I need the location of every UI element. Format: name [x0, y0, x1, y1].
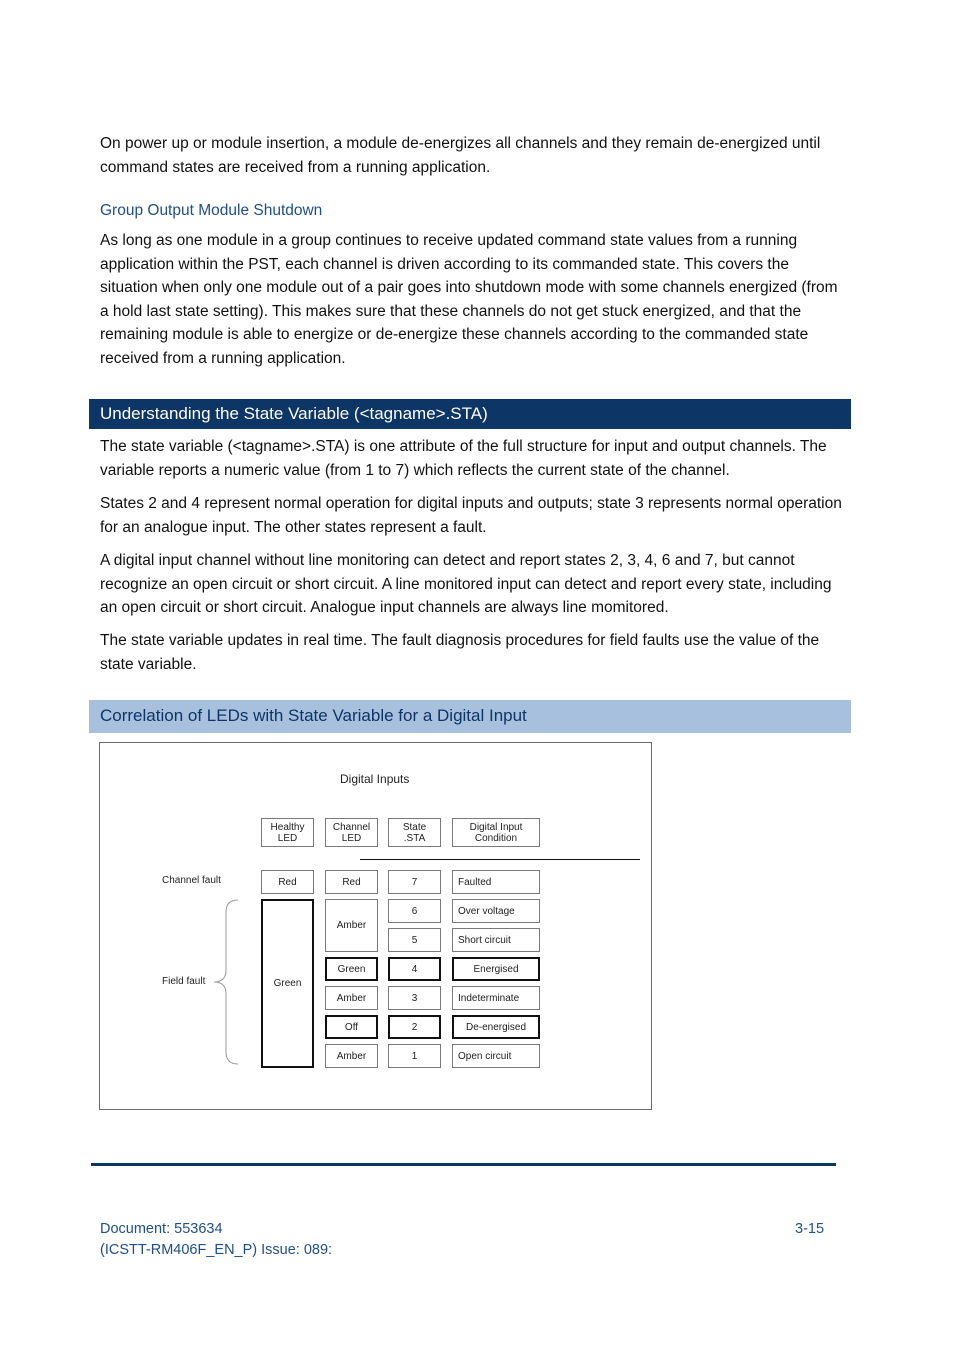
condition-cell: Over voltage [452, 899, 540, 923]
footer-rule [91, 1163, 836, 1166]
channel-led-green: Green [325, 957, 378, 981]
header-condition: Digital Input Condition [452, 818, 540, 847]
field-fault-label: Field fault [162, 976, 206, 987]
footer-issue: (ICSTT-RM406F_EN_P) Issue: 089: [100, 1242, 333, 1258]
header-state-sta: State .STA [388, 818, 441, 847]
state-cell: 5 [388, 928, 441, 952]
channel-led-amber-mid: Amber [325, 986, 378, 1010]
correlation-section-heading: Correlation of LEDs with State Variable for a Digital Input [89, 700, 851, 733]
condition-cell: Open circuit [452, 1044, 540, 1068]
healthy-led-red: Red [261, 870, 314, 894]
footer-document: Document: 553634 [100, 1221, 223, 1237]
channel-led-amber-top: Amber [325, 899, 378, 952]
condition-cell: Short circuit [452, 928, 540, 952]
channel-led-off: Off [325, 1015, 378, 1039]
header-healthy-led: Healthy LED [261, 818, 314, 847]
state-paragraph-3: A digital input channel without line monitoring can detect and report states 2, 3, 4, 6 and 7, but cannot recognize an open circuit or short circuit. A line monitored input can detect and report every state, including an open circuit or short circuit. Analogue input channels are always line momitored. [100, 552, 832, 616]
channel-led-amber-bottom: Amber [325, 1044, 378, 1068]
field-fault-brace [210, 898, 240, 1068]
state-cell: 4 [388, 957, 441, 981]
channel-led-red: Red [325, 870, 378, 894]
state-paragraph-4: The state variable updates in real time. The fault diagnosis procedures for field faults use the value of the state variable. [100, 632, 820, 673]
channel-fault-label: Channel fault [162, 875, 221, 886]
figure-title: Digital Inputs [340, 772, 410, 786]
header-divider [360, 859, 640, 860]
shutdown-paragraph: As long as one module in a group continues to receive updated command state values from a running application within the PST, each channel is driven according to its commanded state. This covers the situation when only one module out of a pair goes into shutdown mode with some channels energized (from a hold last state setting). This makes sure that these channels do not get stuck energized, and that the remaining module is able to energize or de-energize these channels according to the commanded state received from a running application. [100, 232, 838, 367]
condition-cell: De-energised [452, 1015, 540, 1039]
condition-cell: Indeterminate [452, 986, 540, 1010]
header-channel-led: Channel LED [325, 818, 378, 847]
intro-paragraph: On power up or module insertion, a module de-energizes all channels and they remain de-energized until command states are received from a running application. [100, 135, 821, 176]
state-cell: 1 [388, 1044, 441, 1068]
state-paragraph-2: States 2 and 4 represent normal operation for digital inputs and outputs; state 3 represents normal operation for an analogue input. The other states represent a fault. [100, 495, 842, 536]
footer-page-number: 3-15 [795, 1221, 825, 1237]
state-cell: 3 [388, 986, 441, 1010]
state-cell: 2 [388, 1015, 441, 1039]
healthy-led-green: Green [261, 899, 314, 1068]
condition-cell: Faulted [452, 870, 540, 894]
state-variable-section-heading: Understanding the State Variable (<tagname>.STA) [89, 399, 851, 429]
condition-cell: Energised [452, 957, 540, 981]
state-cell: 7 [388, 870, 441, 894]
group-output-shutdown-heading: Group Output Module Shutdown [100, 202, 323, 219]
state-paragraph-1: The state variable (<tagname>.STA) is one attribute of the full structure for input and output channels. The variable reports a numeric value (from 1 to 7) which reflects the current state of the channel. [100, 438, 827, 479]
state-cell: 6 [388, 899, 441, 923]
digital-inputs-figure [99, 742, 652, 1110]
